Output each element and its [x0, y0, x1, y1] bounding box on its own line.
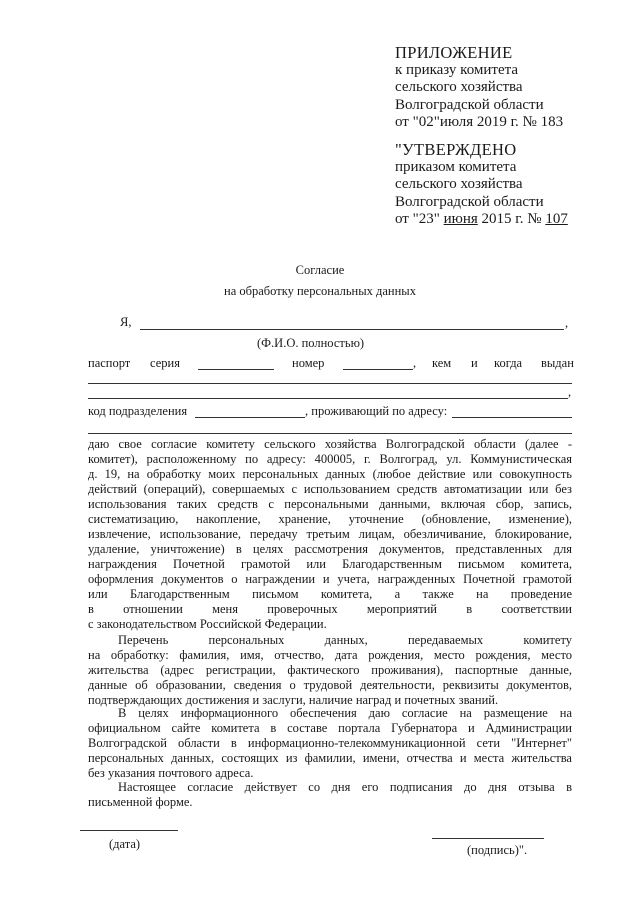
paragraph-line: персональных данных, состоящих из фамилии, имени, отчества и места жительства	[88, 751, 572, 765]
data-list-paragraph	[88, 633, 572, 708]
document-subtitle: на обработку персональных данных	[224, 284, 416, 298]
paragraph-line: без указания почтового адреса.	[88, 766, 254, 780]
paragraph-line: письменной форме.	[88, 795, 193, 809]
fio-hint: (Ф.И.О. полностью)	[257, 336, 365, 350]
paragraph-line: Волгоградской области в информационно-телекоммуникационной сети "Интернет"	[88, 736, 572, 750]
approved-title: "УТВЕРЖДЕНО	[395, 140, 517, 159]
fio-comma: ,	[565, 316, 569, 330]
paragraph-line: в отношении меня проверочных мероприятий в соответствии	[88, 602, 572, 616]
kogda-label: когда	[494, 356, 523, 370]
approved-date-mid: 2015 г. №	[477, 211, 546, 227]
paragraph-line: извлечение, использование, передачу третьим лицам, обезличивание, блокирование,	[88, 527, 572, 541]
appendix-line: Волгоградской области	[395, 96, 544, 113]
number-comma: ,	[413, 356, 417, 370]
paragraph-line: или Благодарственным письмом комитета, а также на проведение	[88, 587, 572, 601]
date-field[interactable]	[80, 830, 178, 831]
division-code-field[interactable]	[195, 417, 305, 418]
fio-field[interactable]	[140, 329, 564, 330]
kem-label: кем	[432, 356, 452, 370]
appendix-title: ПРИЛОЖЕНИЕ	[395, 43, 513, 62]
passport-series-field[interactable]	[198, 369, 274, 370]
issued-label: выдан	[541, 356, 574, 370]
number-label: номер	[292, 356, 325, 370]
signature-field[interactable]	[432, 838, 544, 839]
paragraph-line: Перечень персональных данных, передаваемых комитету	[118, 633, 572, 647]
paragraph-line: В целях информационного обеспечения даю согласие на размещение на	[118, 706, 572, 720]
paragraph-line: удаление, уничтожение) в целях рассмотрения документов, представленных для	[88, 542, 572, 556]
passport-number-field[interactable]	[343, 369, 413, 370]
passport-label: паспорт	[88, 356, 131, 370]
issued-by-field-1[interactable]	[88, 383, 572, 384]
signature-label: (подпись)".	[467, 843, 528, 857]
paragraph-line: Настоящее согласие действует со дня его подписания до дня отзыва в	[118, 780, 572, 794]
paragraph-line: подтверждающих достижения и заслуги, наличие наград и почетных званий.	[88, 693, 499, 707]
document-title: Согласие	[295, 263, 345, 277]
paragraph-line: с законодательством Российской Федерации.	[88, 617, 327, 631]
and-label: и	[471, 356, 478, 370]
paragraph-line: комитет), расположенному по адресу: 400005, г. Волгоград, ул. Коммунистическая	[88, 452, 572, 466]
validity-paragraph	[88, 780, 572, 810]
approved-block	[395, 141, 568, 229]
approved-line: Волгоградской области	[395, 193, 544, 210]
address-field-2[interactable]	[88, 433, 572, 434]
paragraph-line: жительства (адрес регистрации, фактического проживания), паспортные данные,	[88, 663, 572, 677]
paragraph-line: официальном сайте комитета в составе портала Губернатора и Администрации	[88, 721, 572, 735]
consent-paragraph	[88, 437, 572, 632]
paragraph-line: награждения Почетной грамотой или Благодарственным письмом комитета,	[88, 557, 572, 571]
paragraph-line: даю свое согласие комитету сельского хозяйства Волгоградской области (далее -	[88, 437, 572, 451]
approved-line: сельского хозяйства	[395, 176, 523, 192]
division-code-label: код подразделения	[88, 404, 188, 418]
issued-comma: ,	[568, 385, 572, 399]
paragraph-line: данные об образовании, сведения о трудовой деятельности, реквизиты документов,	[88, 678, 572, 692]
approved-date-month: июня	[443, 211, 478, 227]
paragraph-line: оформления документов о награждении и учета, награжденных Почетной грамотой	[88, 572, 572, 586]
appendix-block	[395, 44, 563, 132]
issued-by-field-2[interactable]	[88, 398, 568, 399]
approved-line: приказом комитета	[395, 158, 517, 175]
address-field-1[interactable]	[452, 417, 572, 418]
approved-date	[395, 211, 568, 229]
publication-paragraph	[88, 706, 572, 781]
series-label: серия	[150, 356, 180, 370]
i-label: Я,	[120, 315, 132, 329]
paragraph-line: действий (операций), совершаемых с использованием средств автоматизации или без	[88, 482, 572, 496]
approved-date-prefix: от "23"	[395, 211, 444, 227]
residing-label: , проживающий по адресу:	[305, 404, 448, 418]
paragraph-line: на обработку: фамилия, имя, отчество, дата рождения, место рождения, место	[88, 648, 572, 662]
paragraph-line: систематизацию, накопление, хранение, уточнение (обновление, изменение),	[88, 512, 572, 526]
appendix-line: от "02"июля 2019 г. № 183	[395, 114, 564, 130]
paragraph-line: использования таких средств с персональными данными, включая сбор, запись,	[88, 497, 572, 511]
appendix-line: к приказу комитета	[395, 61, 519, 78]
paragraph-line: д. 19, на обработку моих персональных данных (любое действие или совокупность	[88, 467, 572, 481]
appendix-line: сельского хозяйства	[395, 79, 523, 95]
approved-date-number: 107	[545, 211, 568, 227]
date-label: (дата)	[109, 837, 141, 851]
